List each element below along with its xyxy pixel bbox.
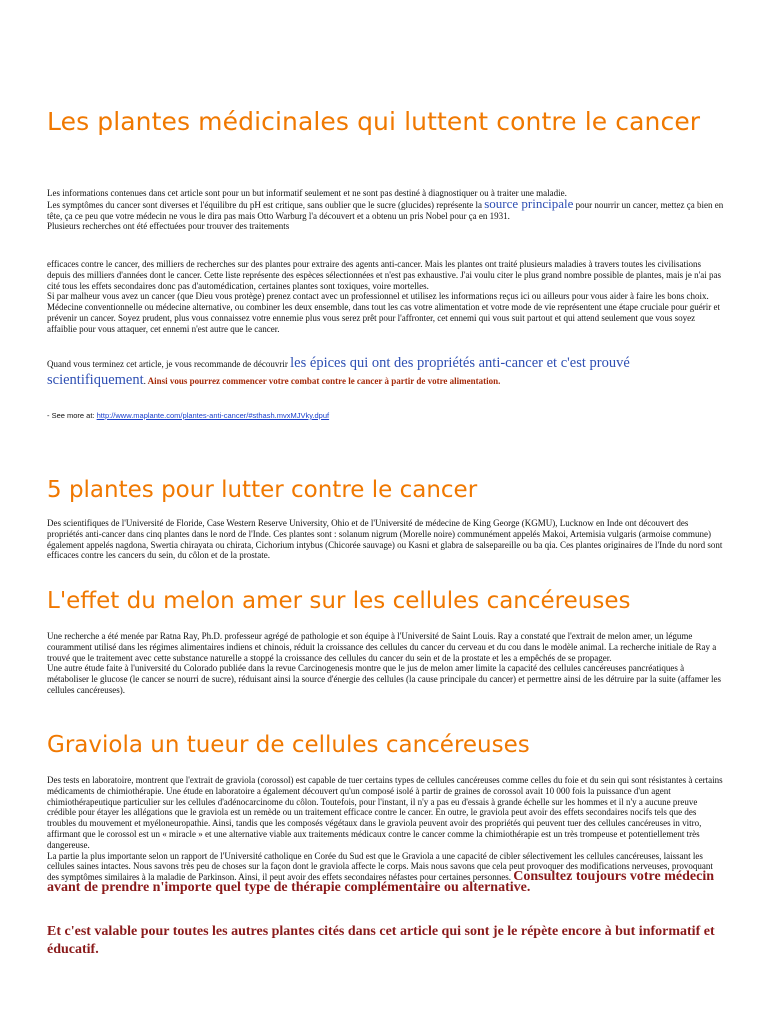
intro-disclaimer: Les informations contenues dans cet article sont pour un but informatif seulement et ne sont pas destiné à diagnostiquer ou à traiter une maladie.	[47, 188, 567, 198]
section-heading-graviola: Graviola un tueur de cellules cancéreuses	[47, 732, 530, 758]
intro-plants: efficaces contre le cancer, des milliers de recherches sur des plantes pour extraire des agents anti-cancer. Mais les plantes ont traité plusieurs maladies à travers toutes les civilisations depuis des milliers d'années dont le cancer. Cette liste représente des espèces sélectionnées et n'est pas exhaustive. J'ai voulu citer le plus grand nombre possible de plantes, mais je n'ai pas cité tous les effets secondaires donc pas d'automédication, certaines plantes sont toxiques, voire mortelles.	[47, 259, 722, 291]
section-5-plantes-body: Des scientifiques de l'Université de Floride, Case Western Reserve University, Ohio et de l'Université de médecine de King George (KGMU), Lucknow en Inde ont découvert des propriétés anti-cancer dans cinq plantes dans le nord de l'Inde. Ces plantes sont : solanum nigrum (Morelle noire) communément appelés Makoi, Artemisia vulgaris (armoise commune) également appelés nagdona, Swertia chirayata ou chirata, Cichorium intybus (Chicorée sauvage) ou Kasni et glabra de salsepareille ou ba qia. Ces plantes originaires de l'Inde du nord sont efficaces contre les cancers du sein, du côlon et de la prostate.	[47, 518, 723, 561]
see-more-link[interactable]: http://www.maplante.com/plantes-anti-cancer/#sthash.mvxMJVky.dpuf	[96, 411, 330, 420]
intro-research: Plusieurs recherches ont été effectuées pour trouver des traitements	[47, 221, 290, 232]
final-disclaimer: Et c'est valable pour toutes les autres plantes cités dans cet article qui sont je le répète encore à but informatif et éducatif.	[47, 924, 715, 957]
section-heading-5-plantes: 5 plantes pour lutter contre le cancer	[47, 477, 478, 503]
section-melon-amer-body: Une recherche a été menée par Ratna Ray, Ph.D. professeur agrégé de pathologie et son équipe à l'Université de Saint Louis. Ray a constaté que l'extrait de melon amer, un légume couramment utilisé dans les régimes alimentaires indiens et chinois, réduit la croissance des cellules du cancer du cerveau et du cou dans le modèle animal. La recherche initiale de Ray a trouvé que le traitement avec cette substance naturelle a stoppé la croissance des cellules du cancer du sein et de la prostate et les a empêchés de se propager. Une autre étude faite à l'université du Colorado publiée dans la revue Carcinogenesis montre que le jus de melon amer limite la capacité des cellules cancéreuses pancréatiques à métaboliser le glucose (le cancer se nourri de sucre), réduisant ainsi la source d'énergie des cellules (la cause principale du cancer) et permettre ainsi de les détruire par la suite (affamer les cellules cancéreuses).	[47, 631, 721, 695]
intro-block-2	[47, 259, 725, 335]
section-graviola-body: Des tests en laboratoire, montrent que l'extrait de graviola (corossol) est capable de tuer certains types de cellules cancéreuses comme celles du foie et du sein qui sont résistantes à certains médicaments de chimiothérapie. Une étude en laboratoire a également découvert qu'un composé isolé à partir de graines de corossol avait 10 000 fois la puissance d'un agent chimiothérapeutique particulier sur les cellules d'adénocarcinome du côlon. Toutefois, pour l'instant, il n'y a pas eu d'essais à grande échelle sur les hommes et il n'y a aucune preuve crédible pour étayer les allégations que le graviola est un remède ou un traitement efficace contre le cancer. En outre, le graviola peut avoir des effets secondaires nocifs tels que des troubles du mouvement et myéloneuropathie. Ainsi, tandis que les composés végétaux dans le graviola peuvent avoir des propriétés qui peuvent tuer des cellules cancéreuses in vitro, affirmant que le corossol est un « miracle » et une alternative viable aux traitements médicaux contre le cancer comme la chimiothérapie est un très trompeuse et potentiellement très dangereuse. La partie la plus importante selon un rapport de l'Université catholique en Corée du Sud est que le Graviola a une capacité de cibler sélectivement les cellules cancéreuses, laissant les cellules saines intactes. Nous savons très peu de choses sur la façon dont le graviola affecte le corps. Mais nous savons que cela peut provoquer des modifications nerveuses, provoquant des symptômes similaires à la maladie de Parkinson. Ainsi, il peut avoir des effets secondaires néfastes pour certaines personnes. Consultez toujours votre médecin avant de prendre n'importe quel type de thérapie complémentaire ou alternative.	[47, 775, 725, 894]
consult-doctor-warning: Consultez toujours votre médecin avant de prendre n'importe quel type de thérapie complémentaire ou alternative.	[47, 869, 714, 895]
spices-article-link[interactable]: les épices qui ont des propriétés anti-cancer et c'est prouvé scientifiquement	[47, 355, 630, 388]
intro-symptoms: Les symptômes du cancer sont diverses et l'équilibre du pH est critique, sans oublier que le sucre (glucides) représente la source principale pour nourrir un cancer, mettez ça bien en tête, ça ce peu que votre médecin ne vous le dira pas mais Otto Warburg l'a découvert et a obtenu un pris Nobel pour ça en 1931.	[47, 195, 724, 221]
section-heading-melon-amer: L'effet du melon amer sur les cellules cancéreuses	[47, 588, 631, 614]
source-principale-link[interactable]: source principale	[484, 195, 574, 211]
intro-block	[47, 188, 725, 232]
page-title: Les plantes médicinales qui luttent contre le cancer	[47, 107, 701, 136]
see-more-label: - See more at:	[47, 411, 97, 420]
graviola-conclusion: La partie la plus importante selon un rapport de l'Université catholique en Corée du Sud est que le Graviola a une capacité de cibler sélectivement les cellules cancéreuses, laissant les cellules saines intactes. Nous savons très peu de choses sur la façon dont le graviola affecte le corps. Mais nous savons que cela peut provoquer des modifications nerveuses, provoquant des symptômes similaires à la maladie de Parkinson. Ainsi, il peut avoir des effets secondaires néfastes pour certaines personnes. Consultez toujours votre médecin avant de prendre n'importe quel type de thérapie complémentaire ou alternative.	[47, 850, 714, 895]
recommendation-emphasis: Ainsi vous pourrez commencer votre combat contre le cancer à partir de votre alimentation.	[145, 376, 501, 386]
intro-advice: Si par malheur vous avez un cancer (que Dieu vous protège) prenez contact avec un professionnel et utilisez les informations reçus ici ou ailleurs pour vous aider à faire les bons choix. Médecine conventionnelle ou médecine alternative, ou combiner les deux ensemble, dans tout les cas votre alimentation et votre mode de vie représentent une étape cruciale pour guérir et prévenir un cancer. Soyez prudent, plus vous connaissez votre ennemie plus vous serez prêt pour l'affronter, cet ennemi qui vous suit partout et qui attend seulement que vous soyez affaiblie pour vous attaquer, cet ennemi n'est autre que le cancer.	[47, 291, 720, 334]
recommendation-block	[47, 355, 725, 389]
see-more-line	[47, 411, 725, 422]
recommendation-text: Quand vous terminez cet article, je vous recommande de découvrir les épices qui ont des propriétés anti-cancer et c'est prouvé scientifiquement. Ainsi vous pourrez commencer votre combat contre le cancer à partir de votre alimentation.	[47, 355, 630, 388]
